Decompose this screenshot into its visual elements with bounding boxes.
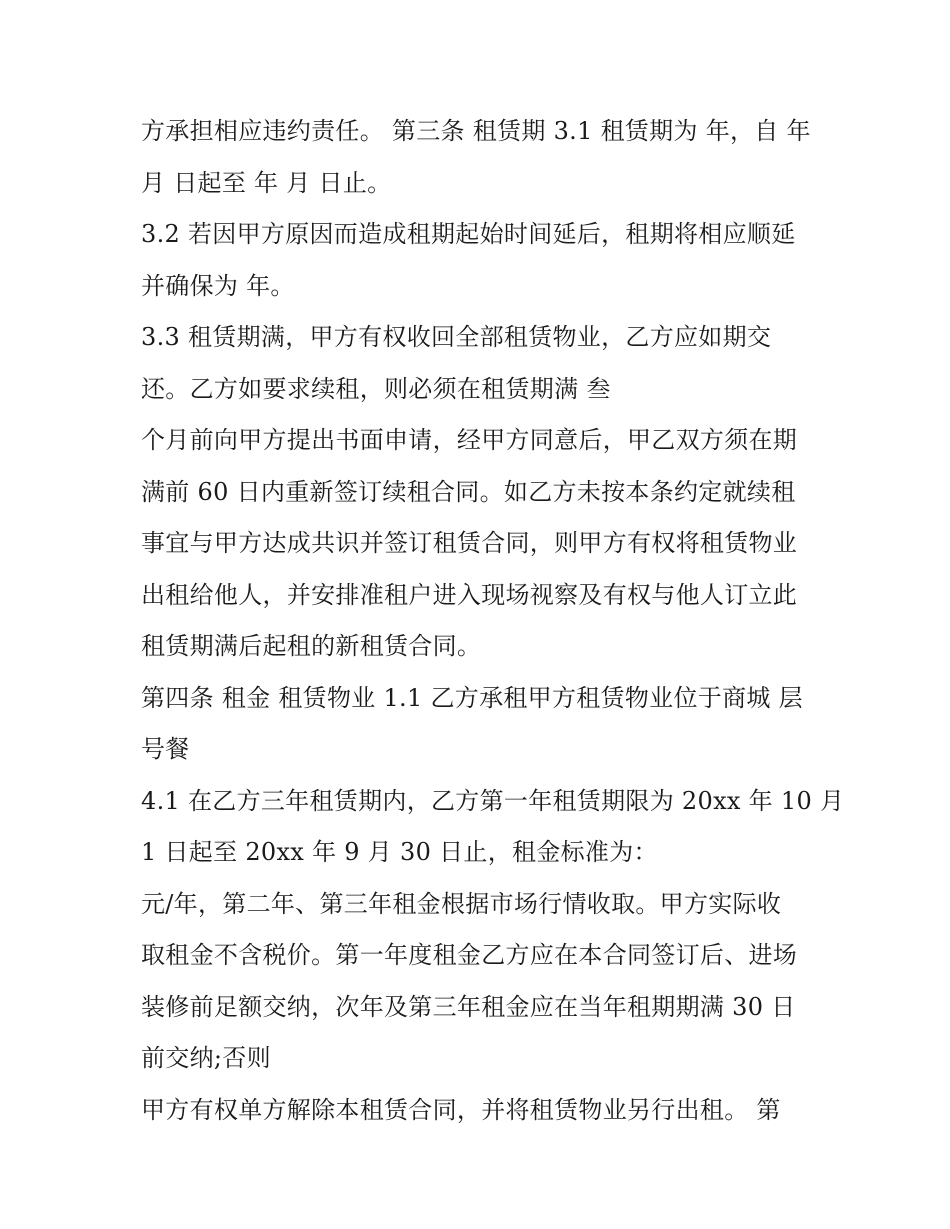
document-body xyxy=(141,110,845,1140)
text-line: 号餐 xyxy=(141,735,190,763)
text-line: 装修前足额交纳，次年及第三年租金应在当年租期期满 30 日 xyxy=(141,992,796,1021)
text-line: 取租金不含税价。第一年度租金乙方应在本合同签订后、进场 xyxy=(141,941,798,969)
text-line: 甲方有权单方解除本租赁合同，并将租赁物业另行出租。 第 xyxy=(141,1095,781,1124)
text-line: 4.1 在乙方三年租赁期内，乙方第一年租赁期限为 20xx 年 10 月 xyxy=(141,786,845,815)
text-line: 月 日起至 年 月 日止。 xyxy=(141,168,392,197)
text-line: 事宜与甲方达成共识并签订租赁合同，则甲方有权将租赁物业 xyxy=(141,529,798,557)
text-line: 出租给他人，并安排准租户进入现场视察及有权与他人订立此 xyxy=(141,580,798,609)
text-line: 3.2 若因甲方原因而造成租期起始时间延后，租期将相应顺延 xyxy=(141,220,796,248)
text-line: 1 日起至 20xx 年 9 月 30 日止，租金标准为： xyxy=(141,838,658,866)
text-line: 前交纳;否则 xyxy=(141,1044,271,1072)
text-line: 满前 60 日内重新签订续租合同。如乙方未按本条约定就续租 xyxy=(141,477,796,506)
text-line: 并确保为 年。 xyxy=(141,271,295,300)
text-line: 个月前向甲方提出书面申请，经甲方同意后，甲乙双方须在期 xyxy=(141,426,798,454)
text-line: 还。乙方如要求续租，则必须在租赁期满 叁 xyxy=(141,374,611,403)
text-line: 元/年，第二年、第三年租金根据市场行情收取。甲方实际收 xyxy=(141,889,782,918)
text-line: 第四条 租金 租赁物业 1.1 乙方承租甲方租赁物业位于商城 层 xyxy=(141,683,803,712)
text-line: 租赁期满后起租的新租赁合同。 xyxy=(141,632,482,660)
text-line: 3.3 租赁期满，甲方有权收回全部租赁物业，乙方应如期交 xyxy=(141,323,772,351)
text-line: 方承担相应违约责任。 第三条 租赁期 3.1 租赁期为 年，自 年 xyxy=(141,117,811,145)
